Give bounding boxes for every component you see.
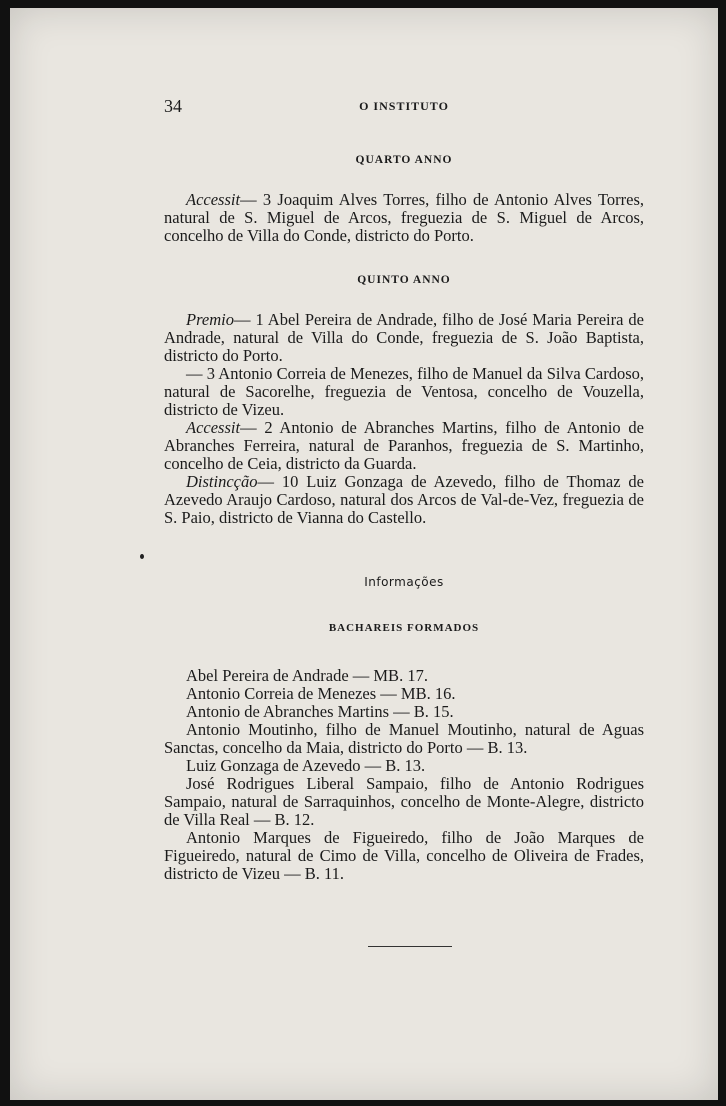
closing-rule [368,946,452,947]
entry-lead: Distincção [186,472,258,491]
entry-lead: Accessit [186,418,241,437]
quinto-entry [164,419,644,473]
bacharel-entry: Antonio Correia de Menezes — MB. 16. [186,684,456,703]
quinto-entry [164,473,644,527]
entry-text: — 1 Abel Pereira de Andrade, filho de José Maria Pereira de Andrade, natural de Villa do Conde, freguezia de S. João Baptista, districto do Porto. [164,310,644,365]
bacharel-entry: Antonio Marques de Figueiredo, filho de João Marques de Figueiredo, natural de Cimo de Villa, concelho de Oliveira de Frades, districto de Vizeu — B. 11. [164,828,644,883]
entry-lead: Accessit [186,190,241,209]
informacoes-heading: Informações [364,575,444,589]
quinto-entry [164,365,644,419]
quinto-entry [164,311,644,365]
page-number: 34 [164,96,182,116]
page-header [164,96,644,118]
bacharel-entry: Luiz Gonzaga de Azevedo — B. 13. [186,756,426,775]
stray-ink-mark [140,554,144,559]
section-title-quinto-anno: QUINTO ANNO [357,274,451,286]
entry-text: — 3 Joaquim Alves Torres, filho de Antonio Alves Torres, natural de S. Miguel de Arcos, freguezia de S. Miguel de Arcos, concelho de Villa do Conde, districto do Porto. [164,190,644,245]
running-title: O INSTITUTO [359,99,449,113]
bachareis-formados-heading: BACHAREIS FORMADOS [328,622,480,634]
page-body [164,153,644,883]
bacharel-entry: Antonio de Abranches Martins — B. 15. [186,702,454,721]
spacer [164,245,644,273]
section-title-quarto-anno: QUARTO ANNO [355,154,453,166]
quarto-entry [164,191,644,245]
entry-text: — 3 Antonio Correia de Menezes, filho de Manuel da Silva Cardoso, natural de Sacorelhe, freguezia de Ventosa, concelho de Vouzella, districto de Vizeu. [164,364,644,419]
entry-text: — 10 Luiz Gonzaga de Azevedo, filho de Thomaz de Azevedo Araujo Cardoso, natural dos Arcos de Val-de-Vez, freguezia de S. Paio, districto de Vianna do Castello. [164,472,644,527]
entry-text: — 2 Antonio de Abranches Martins, filho de Antonio de Abranches Ferreira, natural de Paranhos, freguezia de S. Martinho, concelho de Ceia, districto da Guarda. [164,418,644,473]
document-page [10,8,718,1100]
bacharel-entry: José Rodrigues Liberal Sampaio, filho de Antonio Rodrigues Sampaio, natural de Sarraquinhos, concelho de Monte-Alegre, districto de Villa Real — B. 12. [164,774,644,829]
bacharel-entry: Antonio Moutinho, filho de Manuel Moutinho, natural de Aguas Sanctas, concelho da Maia, districto do Porto — B. 13. [164,720,644,757]
bacharel-entry: Abel Pereira de Andrade — MB. 17. [186,666,428,685]
entry-lead: Premio [186,310,234,329]
spacer [164,527,644,573]
